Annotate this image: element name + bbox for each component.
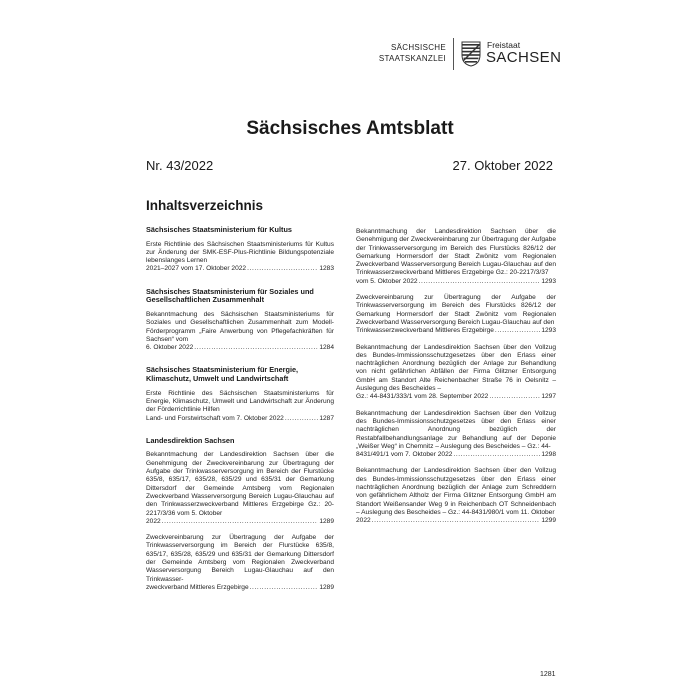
toc-entry-tail: Gz.: 44-8431/333/1 vom 28. September 2022 bbox=[356, 393, 489, 401]
freistaat-label: Freistaat bbox=[487, 40, 521, 50]
toc-entry-tail: vom 5. Oktober 2022 bbox=[356, 277, 418, 285]
toc-right-column bbox=[356, 228, 556, 526]
toc-entry-pageline bbox=[146, 584, 334, 592]
document-title: Sächsisches Amtsblatt bbox=[246, 118, 454, 139]
toc-entry bbox=[356, 228, 556, 286]
toc-entry-text: Zweckvereinbarung zur Übertragung der Aufgabe der Trinkwasserversorgung im Bereich der Flurstücke 635/8, 635/17, 635/28, 635/29 und 635/31 der Gemarkung Dittersdorf der Gemeinde Amtsberg vom Regionalen Zweckverband Wasserversorgung Bereich Lugau-Glauchau auf den Trinkwasser- bbox=[146, 534, 334, 583]
toc-entry-text: Bekanntmachung des Sächsischen Staatsministeriums für Soziales und Gesellschaftlichen Zusammenhalt zum Modell-Förderprogramm „Faire Anwerbung von Pflegefachkräften für Sachsen“ vom bbox=[146, 310, 334, 343]
issue-number: Nr. 43/2022 bbox=[146, 158, 214, 173]
kanzlei-line-1: SÄCHSISCHE bbox=[390, 43, 446, 52]
dot-leader bbox=[250, 584, 319, 592]
toc-page-number: 1283 bbox=[319, 265, 334, 273]
toc-entry-text: Bekanntmachung der Landesdirektion Sachsen über den Vollzug des Bundes-Immissionsschutzgesetzes über den Erlass einer nachträglichen Anordnung bezüglich der Anlage zur Behandlung von nicht gefährlichen Abfällen der Firma Glitzner Entsorgung GmbH am Standort Alte Reichenbacher Straße 76 in Oelsnitz – Auslegung des Bescheides – bbox=[356, 343, 556, 393]
toc-heading: Inhaltsverzeichnis bbox=[146, 198, 264, 213]
toc-entry-text: Erste Richtlinie des Sächsischen Staatsministeriums für Kultus zur Änderung der SMK-ESF-Plus-Richtlinie Bildungspotenziale lebenslanges Lernen bbox=[146, 240, 334, 265]
toc-entry-text: Erste Richtlinie des Sächsischen Staatsministeriums für Energie, Klimaschutz, Umwelt und Landwirtschaft zur Änderung der Förderrichtlinie Hilfen bbox=[146, 389, 334, 414]
toc-section-kultus bbox=[146, 226, 334, 274]
toc-entry-text: Bekanntmachung der Landesdirektion Sachsen über den Vollzug des Bundes-Immissionsschutzgesetzes über den Erlass einer nachträglichen Anordnung bezüglich der Restabfallbehandlungsanlage zur Behandlung auf der Deponie „Weißer Weg“ in Chemnitz – Auslegung des Bescheides – Gz.: 44- bbox=[356, 409, 556, 450]
kanzlei-line-2: STAATSKANZLEI bbox=[378, 54, 446, 63]
toc-entry-tail: Land- und Forstwirtschaft vom 7. Oktober 2022 bbox=[146, 414, 284, 422]
logo-divider bbox=[453, 38, 454, 70]
toc-entry-text: Bekanntmachung der Landesdirektion Sachsen über die Genehmigung der Zweckvereinbarung zur Übertragung der Aufgabe der Trinkwasserversorgung im Bereich des Flurstücks 826/12 der Gemarkung Hormersdorf der Stadt Zwönitz vom Regionalen Zweckverband Wasserversorgung Bereich Lugau-Glauchau auf den Trinkwasserzweckverband Mittleres Erzgebirge Gz.: 20-2217/3/37 bbox=[356, 228, 556, 277]
toc-entry bbox=[356, 344, 556, 402]
toc-section-energie bbox=[146, 366, 334, 422]
toc-entry-pageline bbox=[356, 278, 556, 286]
section-heading: Sächsisches Staatsministerium für Energie, Klimaschutz, Umwelt und Landwirtschaft bbox=[146, 365, 299, 384]
toc-page-number: 1289 bbox=[319, 517, 334, 525]
toc-entry-pageline bbox=[146, 344, 334, 352]
toc-entry-pageline bbox=[146, 518, 334, 526]
section-heading: Sächsisches Staatsministerium für Kultus bbox=[146, 225, 292, 234]
toc-entry bbox=[146, 534, 334, 592]
dot-leader bbox=[247, 265, 318, 273]
toc-entry-pageline bbox=[356, 327, 556, 335]
dot-leader bbox=[453, 451, 540, 459]
toc-entry-tail: 2022 bbox=[356, 517, 371, 525]
dot-leader bbox=[489, 393, 540, 401]
dot-leader bbox=[194, 344, 318, 352]
toc-entry-tail: 8431/491/1 vom 7. Oktober 2022 bbox=[356, 451, 453, 459]
saxony-coat-of-arms-icon bbox=[461, 41, 481, 67]
toc-entry bbox=[356, 410, 556, 460]
toc-entry-pageline bbox=[356, 393, 556, 401]
dot-leader bbox=[285, 415, 319, 423]
toc-entry-pageline bbox=[356, 517, 556, 525]
toc-entry-tail: 2022 bbox=[146, 517, 161, 525]
toc-entry-tail: Trinkwasserzweckverband Mittleres Erzgebirge bbox=[356, 327, 494, 335]
toc-section-landesdirektion bbox=[146, 437, 334, 592]
toc-entry-tail: 2021–2027 vom 17. Oktober 2022 bbox=[146, 265, 247, 273]
toc-page-number: 1289 bbox=[319, 583, 334, 591]
toc-entry-tail: zweckverband Mittleres Erzgebirge bbox=[146, 583, 249, 591]
sachsen-label: SACHSEN bbox=[486, 49, 562, 66]
dot-leader bbox=[419, 278, 541, 286]
toc-left-column bbox=[146, 226, 334, 592]
toc-page-number: 1287 bbox=[319, 414, 334, 422]
dot-leader bbox=[372, 517, 541, 525]
toc-page-number: 1299 bbox=[541, 517, 556, 525]
toc-page-number: 1298 bbox=[541, 451, 556, 459]
toc-page-number: 1297 bbox=[541, 393, 556, 401]
toc-entry bbox=[356, 294, 556, 335]
toc-entry-pageline bbox=[146, 265, 334, 273]
dot-leader bbox=[495, 327, 540, 335]
dot-leader bbox=[162, 518, 319, 526]
toc-entry-pageline bbox=[146, 415, 334, 423]
toc-section-soziales bbox=[146, 288, 334, 353]
toc-entry-tail: 6. Oktober 2022 bbox=[146, 344, 194, 352]
section-heading: Landesdirektion Sachsen bbox=[146, 435, 235, 445]
staatskanzlei-logo-text bbox=[366, 42, 446, 64]
footer-page-number: 1281 bbox=[540, 671, 556, 678]
section-heading: Sächsisches Staatsministerium für Soziales und Gesellschaftlichen Zusammenhalt bbox=[146, 286, 314, 305]
toc-entry-text: Bekanntmachung der Landesdirektion Sachsen über den Vollzug des Bundes-Immissionsschutzgesetzes über den Erlass einer nachträglichen Anordnung bezüglich der Anlage zum Schreddern von gefährlichem Altholz der Firma Glitzner Entsorgung GmbH am Standort Weißensander Weg 9 in Reichenbach OT Schneidenbach – Auslegung des Bescheides – Gz.: 44-8431/980/1 vom 11. Oktober bbox=[356, 467, 556, 516]
toc-entry-text: Zweckvereinbarung zur Übertragung der Aufgabe der Trinkwasserversorgung im Bereich des Flurstücks 826/12 der Gemarkung Hormersdorf der Stadt Zwönitz vom Regionalen Zweckverband Wasserversorgung Bereich Lugau-Glauchau auf den bbox=[356, 294, 556, 326]
toc-entry bbox=[146, 451, 334, 526]
toc-page-number: 1293 bbox=[541, 327, 556, 335]
toc-entry-text: Bekanntmachung der Landesdirektion Sachsen über die Genehmigung der Zweckvereinbarung zur Übertragung der Aufgabe der Trinkwasserversorgung im Bereich der Flurstücke 635/8, 635/17, 635/28, 635/29 und 635/31 der Gemarkung Dittersdorf der Gemeinde Amtsberg vom Regionalen Zweckverband Wasserversorgung Bereich Lugau-Glauchau auf den Trinkwasserzweckverband Mittleres Erzgebirge Gz.: 20-2217/3/36 vom 5. Oktober bbox=[146, 451, 334, 517]
toc-entry-pageline bbox=[356, 451, 556, 459]
toc-entry bbox=[356, 467, 556, 525]
issue-date: 27. Oktober 2022 bbox=[452, 158, 553, 173]
toc-page-number: 1284 bbox=[319, 344, 334, 352]
toc-page-number: 1293 bbox=[541, 277, 556, 285]
